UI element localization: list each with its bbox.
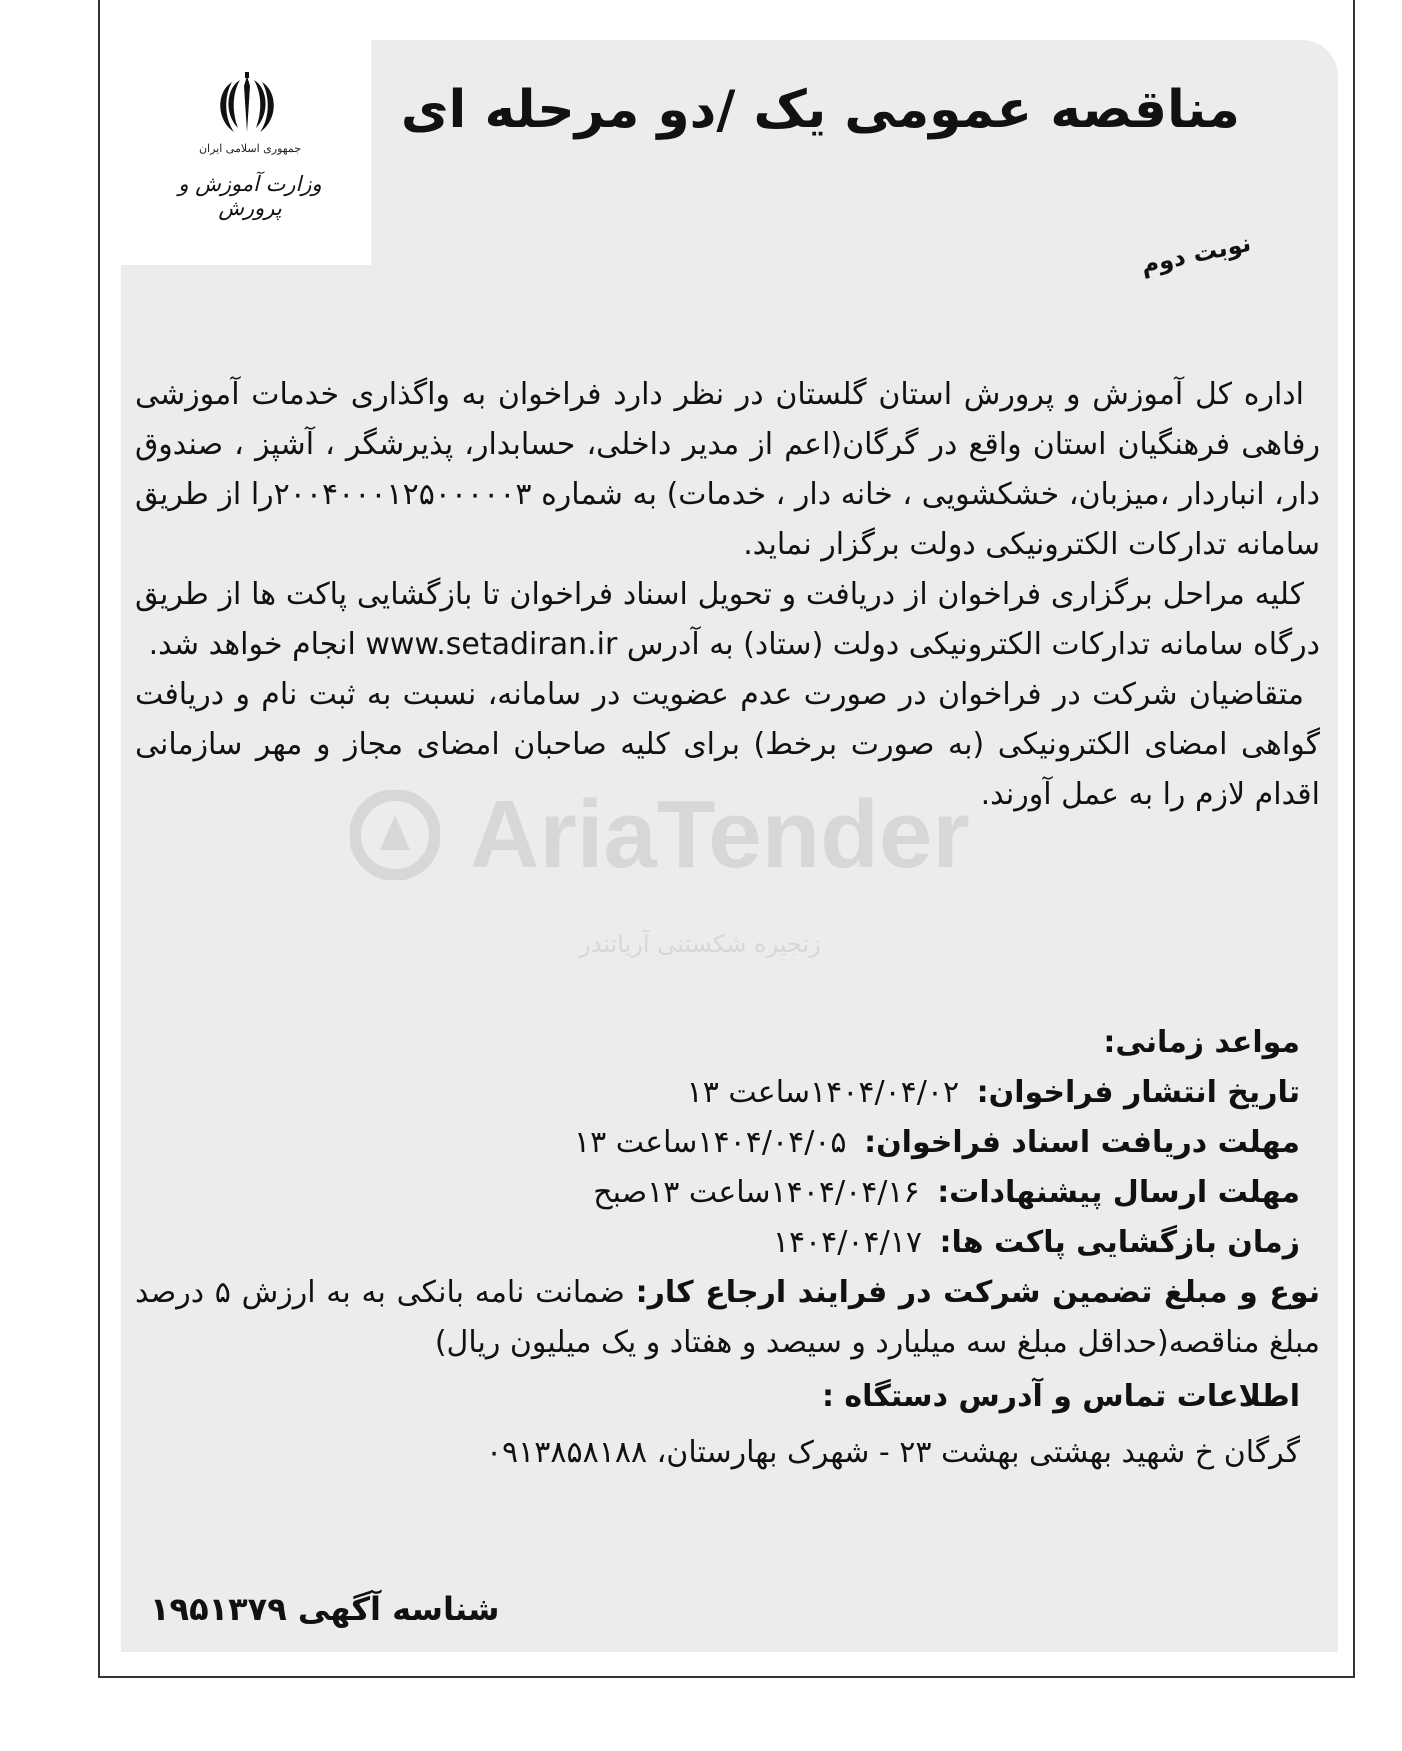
- guarantee-label: نوع و مبلغ تضمین شرکت در فرایند ارجاع کار:: [635, 1275, 1320, 1310]
- setad-url-link[interactable]: www.setadiran.ir: [365, 627, 618, 662]
- ad-id-line: [150, 1590, 500, 1628]
- schedule-row: [135, 1218, 1300, 1268]
- paragraph-1-start: اداره کل آموزش و پرورش استان گلستان در نظر دارد فراخوان به واگذاری خدمات آموزشی رفاهی فرهنگیان استان واقع در گرگان(اعم از مدیر داخلی، حسابدار، پذیرشگر ، آشپز ، صندوق دار، انباردار ،میزبان، خشکشویی ، خانه دار ، خدمات) به شماره: [135, 377, 1321, 512]
- schedule-value: ۱۴۰۴/۰۴/۱۶ساعت ۱۳صبح: [593, 1175, 920, 1210]
- paragraph-2: [135, 570, 1320, 670]
- paragraph-3: متقاضیان شرکت در فراخوان در صورت عدم عضویت در سامانه، نسبت به ثبت نام و دریافت گواهی امضای الکترونیکی (به صورت برخط) برای کلیه صاحبان امضای مجاز و مهر سازمانی اقدام لازم را به عمل آورند.: [135, 677, 1320, 812]
- schedule-label: مهلت دریافت اسناد فراخوان:: [864, 1125, 1300, 1160]
- guarantee-value: ضمانت نامه بانکی به به ارزش ۵ درصد مبلغ مناقصه(حداقل مبلغ سه میلیارد و سیصد و هفتاد و یک میلیون ریال): [135, 1275, 1320, 1360]
- logo-republic-text: جمهوری اسلامی ایران: [198, 142, 302, 155]
- paragraph-1-end: را از طریق سامانه تدارکات الکترونیکی دولت برگزار نماید.: [135, 477, 1320, 562]
- logo-ministry-text: وزارت آموزش و پرورش: [178, 172, 322, 220]
- schedule-value: ۱۴۰۴/۰۴/۰۵ساعت ۱۳: [574, 1125, 847, 1160]
- schedule-value: ۱۴۰۴/۰۴/۱۷: [772, 1225, 922, 1260]
- contact-heading: اطلاعات تماس و آدرس دستگاه :: [821, 1379, 1300, 1414]
- ad-id-value: ۱۹۵۱۳۷۹: [150, 1590, 287, 1628]
- iran-emblem-icon: [212, 70, 282, 140]
- contact-address: گرگان خ شهید بهشتی بهشت ۲۳ - شهرک بهارستان، ۰۹۱۳۸۵۸۱۸۸: [485, 1435, 1300, 1470]
- schedule-section: [135, 1018, 1320, 1478]
- schedule-label: تاریخ انتشار فراخوان:: [976, 1075, 1300, 1110]
- schedule-row: [135, 1068, 1300, 1118]
- guarantee-block: [135, 1268, 1320, 1368]
- schedule-label: مهلت ارسال پیشنهادات:: [937, 1175, 1300, 1210]
- paragraph-2-end: انجام خواهد شد.: [148, 627, 366, 662]
- page-title: مناقصه عمومی یک /دو مرحله ای: [400, 80, 1240, 140]
- schedule-label: زمان بازگشایی پاکت ها:: [939, 1225, 1300, 1260]
- paragraph-1: [135, 370, 1320, 570]
- announcement-body: [135, 370, 1320, 820]
- schedule-value: ۱۴۰۴/۰۴/۰۲ساعت ۱۳: [686, 1075, 960, 1110]
- paragraph-2-start: کلیه مراحل برگزاری فراخوان از دریافت و تحویل اسناد فراخوان تا بازگشایی پاکت ها از طریق درگاه سامانه تدارکات الکترونیکی دولت (ستاد) به آدرس: [135, 577, 1320, 662]
- schedule-heading: مواعد زمانی:: [1103, 1025, 1300, 1060]
- ad-id-label: شناسه آگهی: [297, 1590, 500, 1628]
- schedule-row: [135, 1118, 1300, 1168]
- tender-number: ۲۰۰۴۰۰۰۱۲۵۰۰۰۰۰۳: [273, 477, 532, 512]
- round-label: نوبت دوم: [1138, 228, 1254, 280]
- schedule-row: [135, 1168, 1300, 1218]
